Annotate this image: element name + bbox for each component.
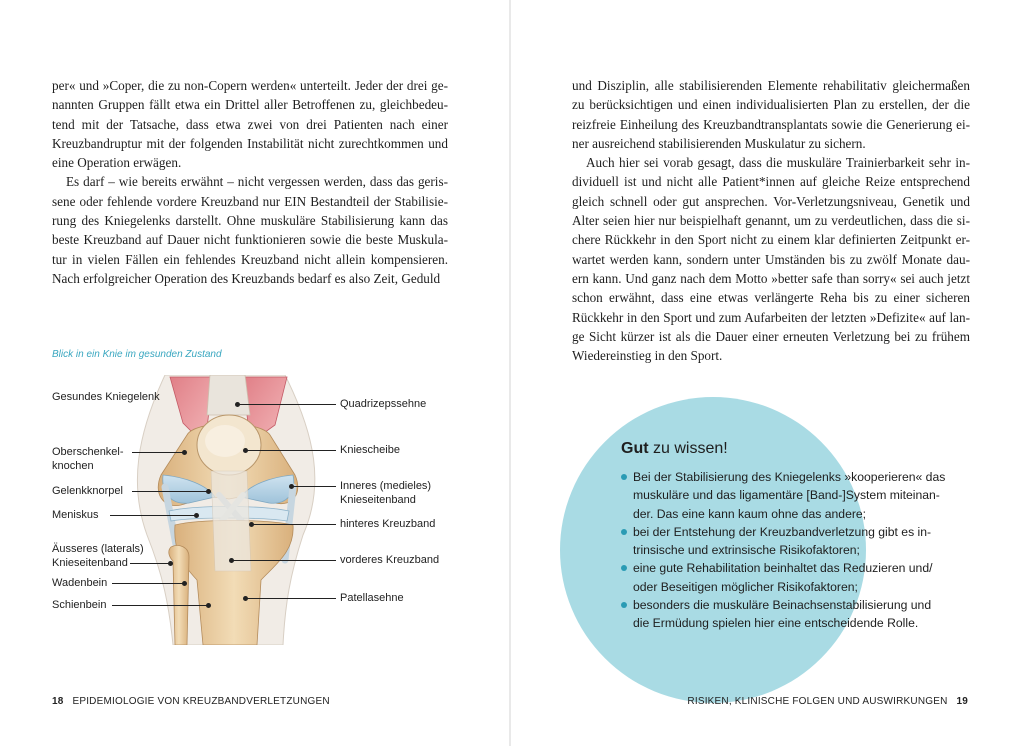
text-line: eine Operation erwägen.	[52, 155, 182, 171]
label-text: vorderes Kreuzband	[340, 554, 440, 566]
left-paragraph-2	[52, 172, 448, 288]
text-line: tend mit der Tatsache, dass etwa zwei von drei Patienten nach einer	[52, 116, 448, 132]
label-patella	[340, 443, 400, 457]
text-line: und Disziplin, alle stabilisierenden Elemente rehabilitativ gleichermaßen	[572, 78, 970, 93]
text-line: oder Beseitigen möglicher Risikofaktoren;	[633, 579, 858, 594]
leader-cartilage	[132, 491, 208, 492]
label-text: Gesundes Kniegelenk	[52, 391, 160, 403]
list-item	[621, 468, 951, 523]
box-bullet-list	[621, 468, 951, 633]
label-medial-collateral	[340, 479, 450, 507]
running-title-left: EPIDEMIOLOGIE VON KREUZBANDVERLETZUNGEN	[72, 696, 330, 707]
text-line: Wiedereinstieg in den Sport.	[572, 348, 723, 364]
right-paragraph-1	[572, 76, 970, 153]
text-line: eine gute Rehabilitation beinhaltet das Reduzieren und/	[633, 561, 933, 576]
bullet-icon	[621, 529, 627, 535]
box-title-rest: zu wissen!	[648, 440, 728, 457]
text-line: wartet werden kann, sondern unter Umständen bis zu zwölf Monate dau-	[572, 251, 970, 267]
label-text: Inneres (medieles) Knieseitenband	[340, 480, 432, 506]
text-line: beste Kreuzband auf Dauer nicht funktionieren sowie die beste Muskula-	[52, 232, 448, 248]
page-number-left: 18	[52, 696, 64, 707]
text-line: tur in vielen Fällen ein fehlendes Kreuzband nicht allein kompensieren.	[52, 251, 448, 267]
label-text: Wadenbein	[52, 577, 108, 589]
leader-lateral-collateral	[130, 563, 170, 564]
text-line: Auch hier sei vorab gesagt, dass die muskuläre Trainierbarkeit sehr in-	[586, 155, 970, 171]
label-text: Quadrizepssehne	[340, 398, 427, 410]
label-lateral-collateral	[52, 542, 152, 570]
left-footer	[52, 696, 330, 707]
label-text: Äusseres (laterals) Knieseitenband	[52, 543, 144, 569]
label-text: Patellasehne	[340, 592, 404, 604]
label-text: Schienbein	[52, 599, 107, 611]
text-line: Es darf – wie bereits erwähnt – nicht vergessen werden, dass das geris-	[66, 174, 448, 190]
text-line: ge Sicht kürzer ist als die Dauer einer erneuten Verletzung bei zu frühem	[572, 328, 970, 344]
label-meniscus	[52, 508, 98, 522]
left-paragraph-1	[52, 76, 448, 172]
text-line: Bei der Stabilisierung des Kniegelenks »kooperieren« das	[633, 470, 946, 484]
leader-quadriceps-tendon	[238, 404, 336, 405]
text-line: chere Rückkehr in den Sport nicht zu einem klar definierten Zeitpunkt er-	[572, 232, 970, 248]
leader-patella	[246, 450, 336, 451]
text-line: bei der Entstehung der Kreuzbandverletzung gibt es in-	[633, 524, 932, 539]
text-line: per« und »Coper, die zu non-Copern werden« unterteilt. Jeder der drei ge-	[52, 78, 448, 93]
text-line: gleich schnell oder gut ansprechen. Vor-Verletzungsniveau, Genetik und	[572, 193, 970, 209]
book-gutter	[509, 0, 511, 746]
bullet-icon	[621, 474, 627, 480]
text-line: schon erwähnt, dass eine etwas verlängerte Reha bis zu einer sicheren	[572, 290, 970, 306]
text-line: zu berücksichtigen und einen individualisierten Plan zu erstellen, der die	[572, 97, 970, 113]
label-text: hinteres Kreuzband	[340, 518, 436, 530]
text-line: der. Das eine kann kaum ohne das andere;	[633, 506, 867, 521]
label-healthy-knee	[52, 390, 160, 404]
label-anterior-cruciate	[340, 553, 439, 567]
text-line: muskuläre und das ligamentäre [Band-]System miteinan-	[633, 488, 940, 503]
left-body-text	[52, 76, 448, 288]
label-text: Kniescheibe	[340, 444, 400, 456]
text-line: reizfreie Einheilung des Kreuzbandtransplantats sowie die Generierung ei-	[572, 116, 970, 132]
leader-posterior-cruciate	[252, 524, 336, 525]
text-line: ner ausreichend stabilisierenden Muskulatur zu sichern.	[572, 135, 866, 151]
text-line: dividuell ist und nicht alle Patient*innen auf gleiche Reize entsprechend	[572, 174, 970, 190]
list-item	[621, 523, 951, 560]
label-tibia	[52, 598, 106, 612]
text-line: Alter seien hier nur beispielhaft genannt, um zu verdeutlichen, dass die si-	[572, 213, 970, 229]
box-title	[621, 440, 951, 458]
label-femur	[52, 445, 132, 473]
leader-tibia	[112, 605, 208, 606]
list-item	[621, 559, 951, 596]
leader-patellar-tendon	[246, 598, 336, 599]
text-line: die Ermüdung spielen hier eine entscheidende Rolle.	[633, 616, 919, 631]
text-line: Nach erfolgreicher Operation des Kreuzbands bedarf es also Zeit, Geduld	[52, 270, 441, 286]
leader-medial-collateral	[292, 486, 336, 487]
page-number-right: 19	[956, 696, 968, 707]
label-text: Gelenkknorpel	[52, 485, 123, 497]
text-line: rung des Kniegelenks darstellt. Ohne muskuläre Stabilisierung kann das	[52, 213, 448, 229]
leader-fibula	[112, 583, 184, 584]
right-paragraph-2	[572, 153, 970, 365]
text-line: sene oder fehlende vordere Kreuzband nur EIN Bestandteil der Stabilisie-	[52, 193, 448, 209]
box-title-bold: Gut	[621, 440, 649, 457]
good-to-know-box	[621, 440, 951, 633]
leader-femur	[132, 452, 184, 453]
label-posterior-cruciate	[340, 517, 435, 531]
text-line: besonders die muskuläre Beinachsenstabilisierung und	[633, 598, 932, 613]
label-cartilage	[52, 484, 123, 498]
list-item	[621, 596, 951, 633]
right-footer	[687, 696, 968, 707]
text-line: trinsische und extrinsische Risikofaktoren;	[633, 543, 860, 558]
figure-caption: Blick in ein Knie im gesunden Zustand	[52, 349, 222, 360]
label-text: Meniskus	[52, 509, 99, 521]
running-title-right: RISIKEN, KLINISCHE FOLGEN UND AUSWIRKUNGEN	[687, 696, 948, 707]
leader-anterior-cruciate	[232, 560, 336, 561]
label-text: Oberschenkel- knochen	[52, 446, 124, 472]
text-line: ern kann. Und ganz nach dem Motto »better safe than sorry« sei auch jetzt	[572, 270, 970, 286]
patellar-tendon	[211, 471, 251, 571]
label-patellar-tendon	[340, 591, 404, 605]
label-fibula	[52, 576, 107, 590]
bullet-icon	[621, 565, 627, 571]
leader-meniscus	[110, 515, 196, 516]
right-body-text	[572, 76, 970, 365]
bullet-icon	[621, 602, 627, 608]
text-line: Kreuzbandruptur mit der folgenden Instabilität nicht zurechtkommen und	[52, 135, 448, 151]
label-quadriceps-tendon	[340, 397, 426, 411]
text-line: Rückkehr in den Sport und zum Aufarbeiten der letzten »Defizite« auf lan-	[572, 309, 970, 325]
text-line: nannten Gruppen fällt etwa ein Drittel aller Betroffenen zu, gleichbedeu-	[52, 97, 448, 113]
quadriceps-tendon	[207, 375, 250, 415]
